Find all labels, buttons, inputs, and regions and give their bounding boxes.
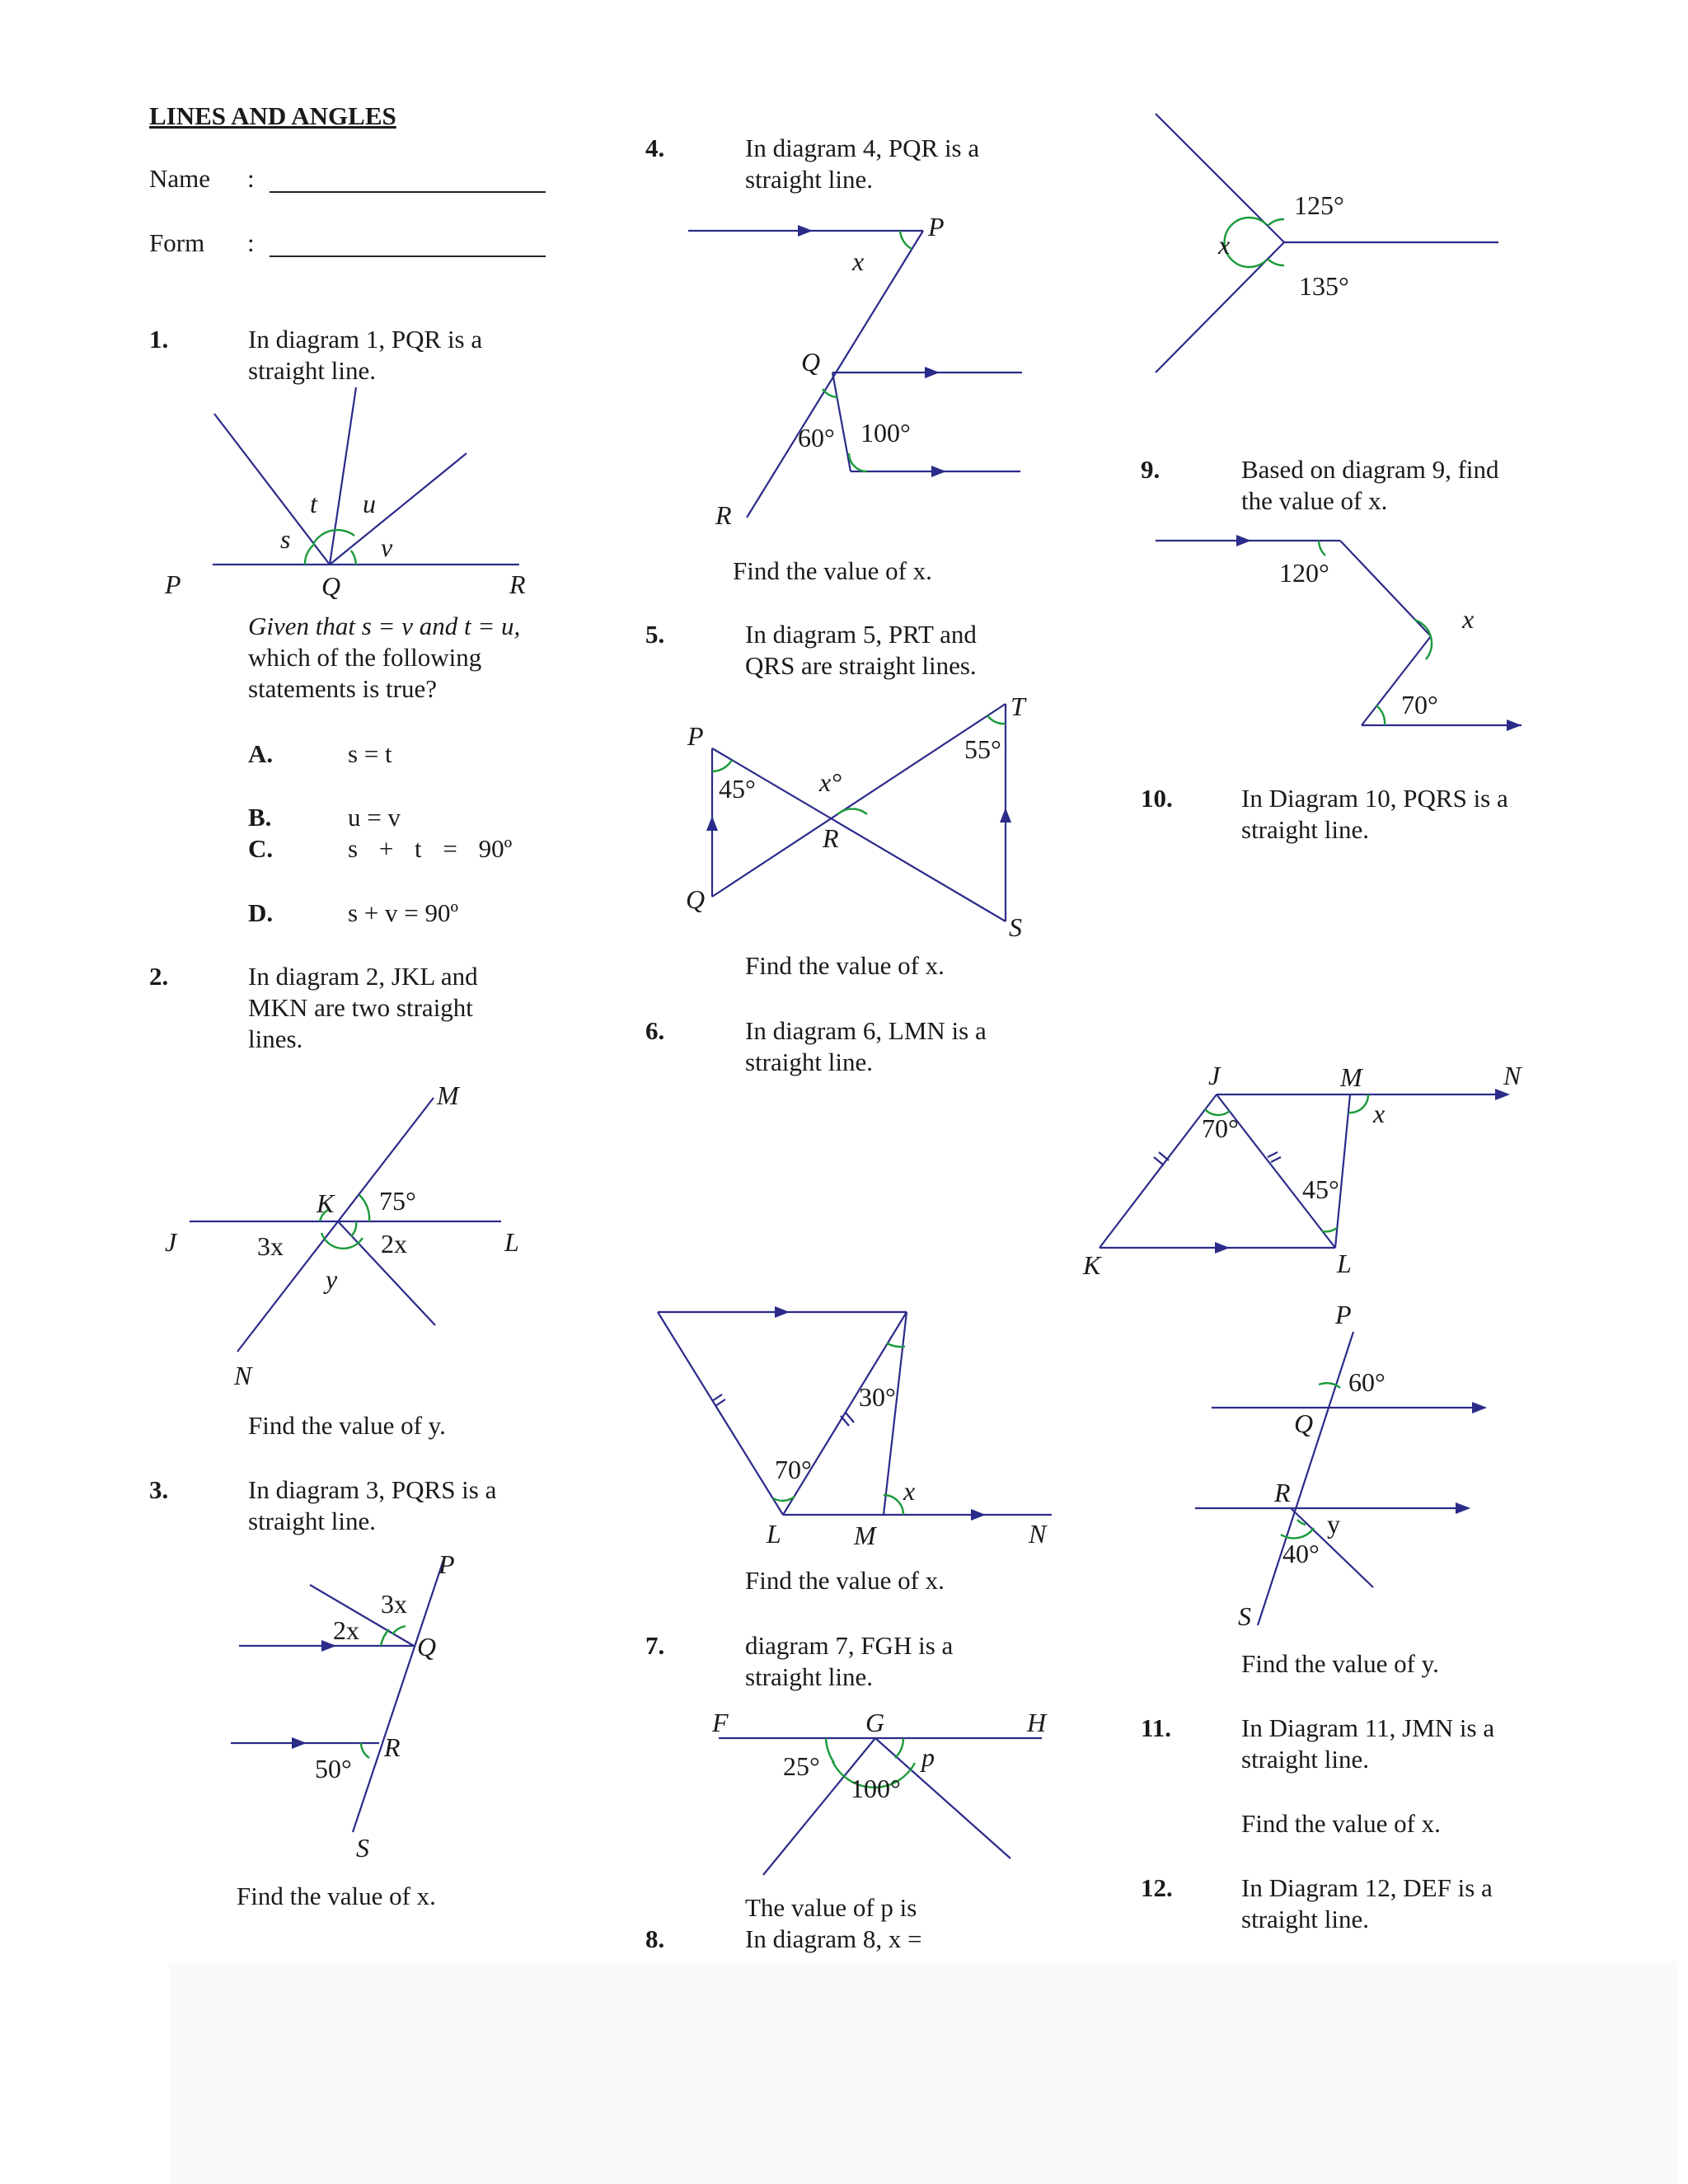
q6-label-30: 30°: [859, 1382, 896, 1412]
q3-label-P: P: [438, 1549, 455, 1579]
q3-label-Q: Q: [417, 1632, 437, 1661]
q5-label-45: 45°: [719, 774, 756, 804]
q7-number: 7.: [645, 1631, 665, 1660]
diagram-10-triangle: [1071, 1063, 1533, 1286]
name-label: Name: [149, 164, 211, 193]
q9-text-1: Based on diagram 9, find: [1241, 455, 1499, 484]
q1-option-b-key: B.: [248, 803, 272, 832]
q5-text-1: In diagram 5, PRT and: [745, 620, 977, 649]
q12-number: 12.: [1141, 1873, 1173, 1902]
q10-label-40: 40°: [1282, 1539, 1320, 1568]
q10-text-2: straight line.: [1241, 815, 1369, 844]
q12-text-1: In Diagram 12, DEF is a: [1241, 1873, 1493, 1902]
q1-label-u: u: [363, 489, 376, 518]
q3-text-1: In diagram 3, PQRS is a: [248, 1475, 497, 1504]
q11-number: 11.: [1141, 1713, 1172, 1742]
q4-label-x: x: [852, 246, 865, 276]
q1-text-2: straight line.: [248, 356, 376, 385]
q11-ask: Find the value of x.: [1241, 1809, 1441, 1838]
q2-text-2: MKN are two straight: [248, 993, 473, 1022]
q10-label-L: L: [1337, 1249, 1352, 1278]
q3-label-S: S: [356, 1833, 369, 1863]
q1-option-d-key: D.: [248, 898, 274, 927]
q1-label-t: t: [310, 489, 317, 518]
q1-option-a-key: A.: [248, 739, 274, 768]
q7-label-F: F: [712, 1708, 729, 1737]
q12-text-2: straight line.: [1241, 1905, 1369, 1933]
q10-label-J: J: [1208, 1061, 1221, 1090]
diagram-5: [676, 692, 1039, 940]
q2-label-L: L: [504, 1227, 519, 1257]
diagram-6: [643, 1294, 1055, 1558]
q4-label-100: 100°: [860, 418, 911, 448]
q10-label-M: M: [1340, 1062, 1362, 1092]
q2-label-3x: 3x: [257, 1231, 284, 1261]
q7-label-H: H: [1027, 1708, 1047, 1737]
q1-option-b-text[interactable]: u = v: [348, 803, 401, 832]
name-colon: :: [247, 164, 255, 193]
q5-number: 5.: [645, 620, 665, 649]
q6-label-70: 70°: [775, 1455, 812, 1484]
q1-number: 1.: [149, 325, 169, 354]
q10-label-K: K: [1083, 1250, 1101, 1280]
q10-number: 10.: [1141, 784, 1173, 813]
q2-text-3: lines.: [248, 1024, 303, 1053]
form-label: Form: [149, 228, 205, 257]
q3-ask: Find the value of x.: [237, 1882, 436, 1910]
q1-given-2: which of the following: [248, 643, 482, 672]
q10-label-y: y: [1327, 1509, 1340, 1539]
q3-label-2x: 2x: [333, 1615, 359, 1645]
q2-label-y: y: [326, 1264, 338, 1294]
q1-option-d-text[interactable]: s + v = 90º: [348, 898, 459, 927]
q6-label-x: x: [903, 1476, 916, 1506]
q10-label-S: S: [1238, 1601, 1251, 1631]
q1-label-s: s: [280, 524, 291, 554]
q4-ask: Find the value of x.: [733, 556, 932, 585]
q6-text-2: straight line.: [745, 1047, 873, 1076]
q5-label-x: x°: [819, 767, 842, 797]
q2-label-N: N: [234, 1361, 252, 1390]
q8-text-1: In diagram 8, x =: [745, 1924, 922, 1953]
diagram-8: [1137, 99, 1517, 396]
diagram-3: [223, 1545, 503, 1875]
q1-label-v: v: [381, 532, 393, 562]
q9-text-2: the value of x.: [1241, 486, 1388, 515]
q5-label-T: T: [1010, 691, 1025, 721]
q5-label-R: R: [823, 823, 839, 853]
q1-option-c-key: C.: [248, 834, 274, 863]
q7-label-p: p: [921, 1742, 935, 1772]
diagram-7: [701, 1702, 1055, 1883]
q6-number: 6.: [645, 1016, 665, 1045]
q10-label-Q: Q: [1294, 1408, 1314, 1438]
q2-label-2x: 2x: [381, 1229, 407, 1258]
name-field[interactable]: [270, 191, 546, 193]
q10-label-R: R: [1274, 1478, 1291, 1507]
q8-label-125: 125°: [1294, 190, 1344, 220]
q7-label-100: 100°: [851, 1774, 901, 1803]
diagram-10-parallel: [1179, 1302, 1508, 1632]
q8-label-135: 135°: [1299, 271, 1349, 301]
q6-label-M: M: [854, 1521, 876, 1550]
q2-label-75: 75°: [379, 1186, 416, 1216]
q5-ask: Find the value of x.: [745, 951, 945, 980]
q10-ask: Find the value of y.: [1241, 1649, 1439, 1678]
q10-label-x: x: [1373, 1099, 1386, 1128]
q8-number: 8.: [645, 1924, 665, 1953]
q10-label-N: N: [1503, 1061, 1522, 1090]
q3-number: 3.: [149, 1475, 169, 1504]
q1-label-Q: Q: [321, 571, 341, 601]
q7-text-2: straight line.: [745, 1662, 873, 1691]
q5-label-S: S: [1009, 912, 1022, 942]
q3-text-2: straight line.: [248, 1507, 376, 1535]
q10-label-P: P: [1335, 1300, 1352, 1329]
q9-label-70: 70°: [1401, 690, 1438, 719]
q2-text-1: In diagram 2, JKL and: [248, 962, 478, 991]
q7-label-25: 25°: [783, 1751, 820, 1781]
q2-ask: Find the value of y.: [248, 1411, 446, 1440]
q6-label-L: L: [767, 1519, 781, 1549]
q11-text-2: straight line.: [1241, 1745, 1369, 1774]
form-field[interactable]: [270, 255, 546, 257]
q3-label-R: R: [384, 1732, 401, 1762]
q6-text-1: In diagram 6, LMN is a: [745, 1016, 987, 1045]
q1-option-a-text[interactable]: s = t: [348, 739, 392, 768]
q1-label-P: P: [165, 569, 181, 599]
q5-label-Q: Q: [686, 884, 706, 914]
q4-label-R: R: [715, 500, 732, 530]
diagram-2: [157, 1080, 536, 1409]
q4-label-P: P: [928, 212, 945, 241]
diagram-1: [157, 379, 536, 610]
q2-label-K: K: [316, 1188, 335, 1218]
q10-label-60: 60°: [1348, 1367, 1386, 1397]
q10-text-1: In Diagram 10, PQRS is a: [1241, 784, 1508, 813]
q6-label-N: N: [1029, 1519, 1047, 1549]
q1-text-1: In diagram 1, PQR is a: [248, 325, 483, 354]
q1-label-R: R: [509, 569, 526, 599]
q10-label-70: 70°: [1202, 1113, 1239, 1143]
q3-label-50: 50°: [315, 1754, 352, 1783]
q2-label-M: M: [437, 1080, 459, 1110]
q1-given-1: Given that s = v and t = u,: [248, 612, 521, 640]
q3-label-3x: 3x: [381, 1589, 407, 1619]
q7-ask: The value of p is: [745, 1893, 917, 1922]
page-shade: [169, 1961, 1677, 2184]
q5-label-55: 55°: [964, 734, 1001, 764]
q5-label-P: P: [687, 721, 704, 751]
q9-number: 9.: [1141, 455, 1160, 484]
q4-label-60: 60°: [798, 423, 835, 452]
diagram-9: [1137, 519, 1533, 750]
q4-text-1: In diagram 4, PQR is a: [745, 134, 980, 162]
page-title: LINES AND ANGLES: [149, 101, 396, 130]
q9-label-120: 120°: [1279, 558, 1329, 588]
q4-label-Q: Q: [801, 347, 821, 377]
q7-text-1: diagram 7, FGH is a: [745, 1631, 954, 1660]
q1-option-c-text[interactable]: s + t = 90º: [348, 834, 513, 863]
q1-given-3: statements is true?: [248, 674, 437, 703]
q2-number: 2.: [149, 962, 169, 991]
q9-label-x: x: [1462, 604, 1475, 634]
diagram-4: [676, 206, 1039, 536]
q4-number: 4.: [645, 134, 665, 162]
q6-ask: Find the value of x.: [745, 1566, 945, 1595]
q2-label-J: J: [165, 1227, 177, 1257]
q5-text-2: QRS are straight lines.: [745, 651, 977, 680]
q10-label-45: 45°: [1302, 1174, 1339, 1204]
q8-label-x: x: [1218, 230, 1231, 260]
q4-text-2: straight line.: [745, 165, 873, 194]
q11-text-1: In Diagram 11, JMN is a: [1241, 1713, 1495, 1742]
q7-label-G: G: [865, 1708, 885, 1737]
form-colon: :: [247, 228, 255, 257]
